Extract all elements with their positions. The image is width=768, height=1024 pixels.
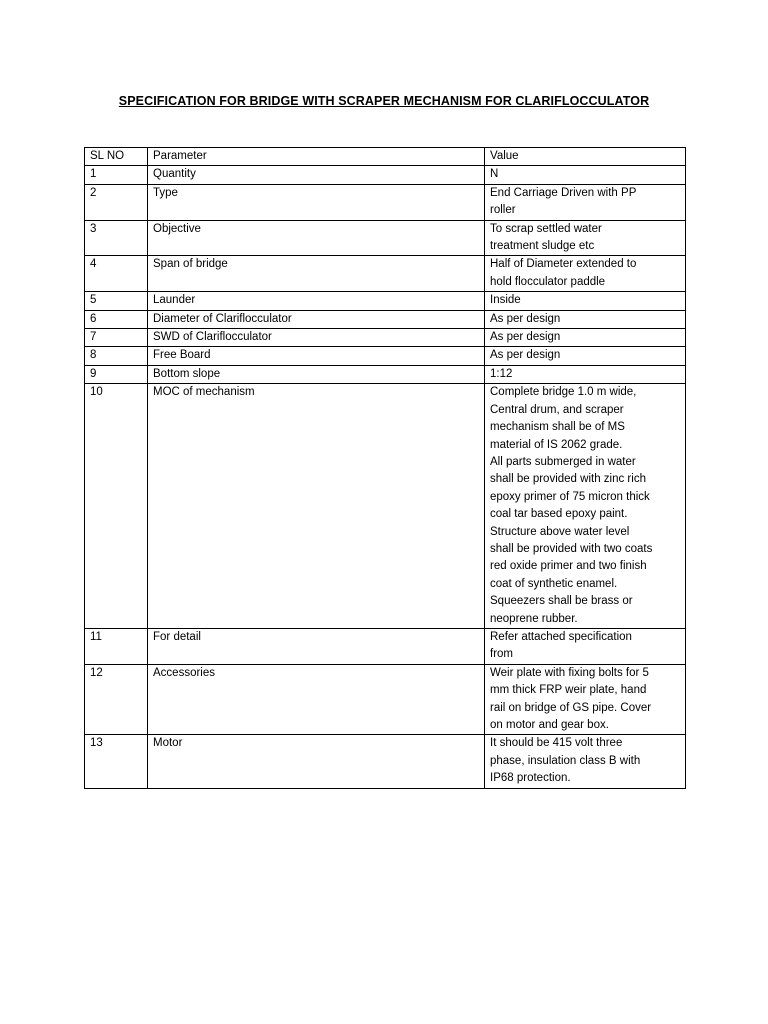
parameter-cell: Launder: [148, 292, 485, 310]
specification-table: [84, 147, 686, 789]
table-row: [85, 166, 686, 184]
header-parameter: Parameter: [148, 148, 485, 166]
value-cell: Refer attached specification from: [485, 628, 686, 664]
value-cell: It should be 415 volt three phase, insulation class B with IP68 protection.: [485, 735, 686, 788]
table-row: [85, 256, 686, 292]
table-row: [85, 365, 686, 383]
parameter-cell: Quantity: [148, 166, 485, 184]
sl-no-cell: 10: [85, 384, 148, 629]
sl-no-cell: 3: [85, 220, 148, 256]
parameter-cell: MOC of mechanism: [148, 384, 485, 629]
sl-no-cell: 2: [85, 184, 148, 220]
value-cell: As per design: [485, 310, 686, 328]
table-row: [85, 292, 686, 310]
document-title: SPECIFICATION FOR BRIDGE WITH SCRAPER MECHANISM FOR CLARIFLOCCULATOR: [118, 94, 650, 108]
parameter-cell: For detail: [148, 628, 485, 664]
table-header-row: [85, 148, 686, 166]
value-cell: 1:12: [485, 365, 686, 383]
value-cell: N: [485, 166, 686, 184]
sl-no-cell: 5: [85, 292, 148, 310]
sl-no-cell: 13: [85, 735, 148, 788]
value-cell: Half of Diameter extended to hold flocculator paddle: [485, 256, 686, 292]
value-cell: As per design: [485, 347, 686, 365]
sl-no-cell: 7: [85, 329, 148, 347]
table-row: [85, 310, 686, 328]
parameter-cell: Objective: [148, 220, 485, 256]
sl-no-cell: 4: [85, 256, 148, 292]
table-row: [85, 184, 686, 220]
sl-no-cell: 1: [85, 166, 148, 184]
parameter-cell: Diameter of Clariflocculator: [148, 310, 485, 328]
parameter-cell: SWD of Clariflocculator: [148, 329, 485, 347]
parameter-cell: Bottom slope: [148, 365, 485, 383]
value-cell: Weir plate with fixing bolts for 5 mm thick FRP weir plate, hand rail on bridge of GS pipe. Cover on motor and gear box.: [485, 664, 686, 735]
sl-no-cell: 6: [85, 310, 148, 328]
header-value: Value: [485, 148, 686, 166]
sl-no-cell: 12: [85, 664, 148, 735]
table-row: [85, 220, 686, 256]
parameter-cell: Motor: [148, 735, 485, 788]
table-row: [85, 347, 686, 365]
sl-no-cell: 11: [85, 628, 148, 664]
value-cell: Complete bridge 1.0 m wide, Central drum, and scraper mechanism shall be of MS material of IS 2062 grade. All parts submerged in water shall be provided with zinc rich epoxy primer of 75 micron thick coal tar based epoxy paint. Structure above water level shall be provided with two coats red oxide primer and two finish coat of synthetic enamel. Squeezers shall be brass or neoprene rubber.: [485, 384, 686, 629]
parameter-cell: Accessories: [148, 664, 485, 735]
value-cell: End Carriage Driven with PP roller: [485, 184, 686, 220]
parameter-cell: Free Board: [148, 347, 485, 365]
header-sl-no: SL NO: [85, 148, 148, 166]
table-row: [85, 628, 686, 664]
table-row: [85, 735, 686, 788]
table-row: [85, 329, 686, 347]
table-row: [85, 664, 686, 735]
table-row: [85, 384, 686, 629]
parameter-cell: Span of bridge: [148, 256, 485, 292]
value-cell: As per design: [485, 329, 686, 347]
parameter-cell: Type: [148, 184, 485, 220]
sl-no-cell: 9: [85, 365, 148, 383]
sl-no-cell: 8: [85, 347, 148, 365]
value-cell: To scrap settled water treatment sludge etc: [485, 220, 686, 256]
value-cell: Inside: [485, 292, 686, 310]
